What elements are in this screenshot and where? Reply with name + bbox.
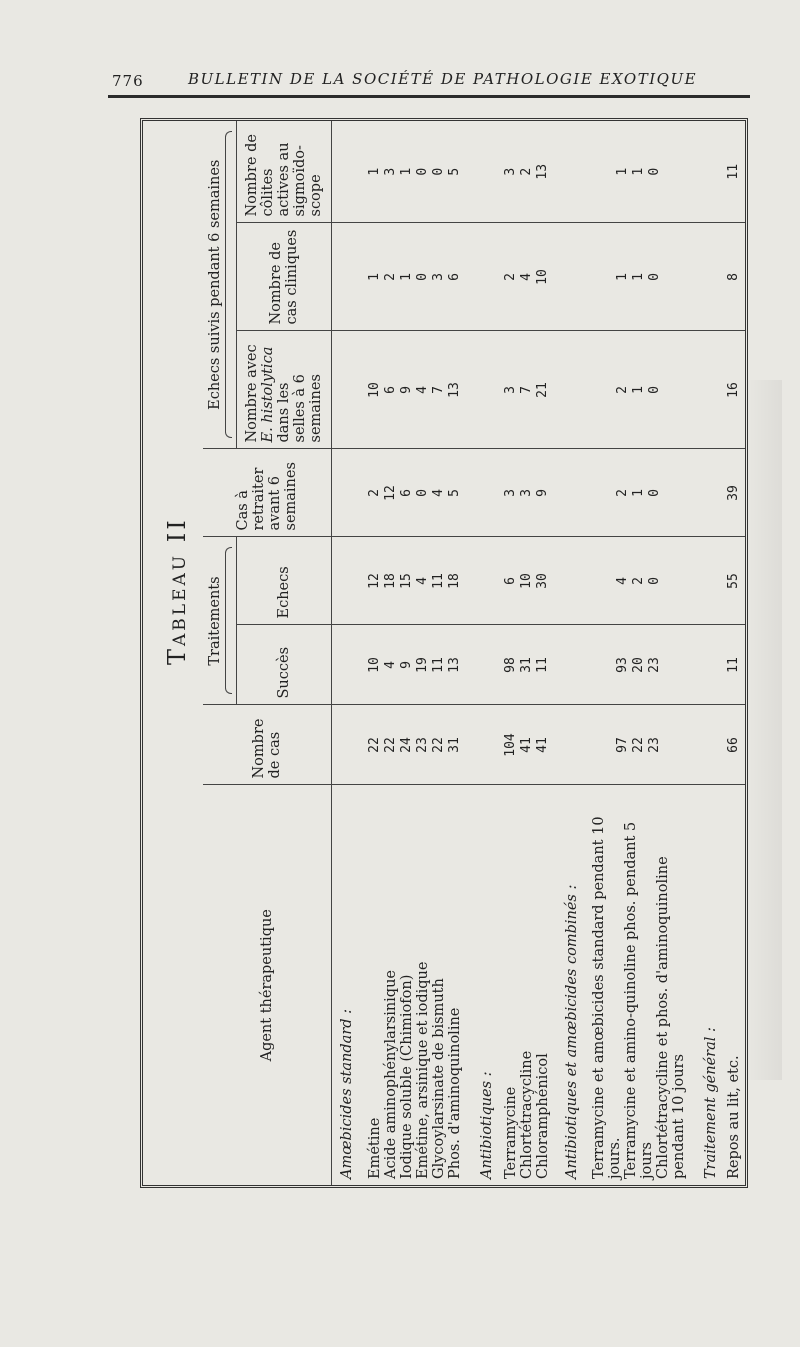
histolytica-values: 3 7 21 <box>498 331 556 449</box>
echecs-values: 6 10 30 <box>498 537 556 625</box>
brace-traitements <box>225 548 232 695</box>
group-data-row <box>722 121 745 1185</box>
running-head: BULLETIN DE LA SOCIÉTÉ DE PATHOLOGIE EXOTIQUE <box>188 70 698 88</box>
header-row-1 <box>203 121 236 1185</box>
header-suivis: Echecs suivis pendant 6 semaines <box>206 159 223 410</box>
succes-values: 93 20 23 <box>583 625 695 705</box>
cas-retraiter-values: 2 1 0 <box>583 449 695 537</box>
agent-list: Terramycine Chlortétracycline Chloramphénicol <box>503 1050 552 1179</box>
cas-retraiter-values: 3 3 9 <box>498 449 556 537</box>
results-table <box>203 121 745 1185</box>
header-echecs: Echecs <box>236 537 331 625</box>
echecs-values: 12 18 15 4 11 18 <box>359 537 471 625</box>
group-data-row <box>583 121 695 1185</box>
cliniques-values: 1 2 1 0 3 6 <box>359 223 471 331</box>
agent-list: Terramycine et amœbicides standard pendant 10 jours. Terramycine et amino-quinoline phos. pendant 5 jours Chlortétracycline et phos. d'aminoquinoline pendant 10 jours <box>591 816 688 1179</box>
group-heading: Traitement général : <box>703 1027 720 1179</box>
group-data-row <box>359 121 471 1185</box>
header-colites: Nombre de côlites actives au sigmoïdo-scope <box>236 121 331 223</box>
header-agent: Agent thérapeutique <box>203 785 331 1185</box>
table-title: Tableau II <box>163 517 191 665</box>
brace-suivis <box>225 131 232 439</box>
group-data-row <box>498 121 556 1185</box>
echecs-values: 55 <box>722 537 745 625</box>
cas-retraiter-values: 39 <box>722 449 745 537</box>
histolytica-values: 16 <box>722 331 745 449</box>
page-number: 776 <box>112 72 144 90</box>
histolytica-values: 2 1 0 <box>583 331 695 449</box>
echecs-values: 4 2 0 <box>583 537 695 625</box>
header-traitements-group <box>203 537 236 705</box>
group-heading-row <box>331 121 358 1185</box>
succes-values: 98 31 11 <box>498 625 556 705</box>
header-histolytica: Nombre avec E. histolytica dans les selles à 6 semaines <box>236 331 331 449</box>
table-body <box>331 121 745 1185</box>
colites-values: 11 <box>722 121 745 223</box>
nombre-cas-values: 66 <box>722 705 745 785</box>
nombre-cas-values: 97 22 23 <box>583 705 695 785</box>
header-nombre-cas: Nombre de cas <box>203 705 331 785</box>
header-succes: Succès <box>236 625 331 705</box>
histolytica-values: 10 6 9 4 7 13 <box>359 331 471 449</box>
colites-values: 1 3 1 0 0 5 <box>359 121 471 223</box>
cliniques-values: 1 1 0 <box>583 223 695 331</box>
group-heading: Antibiotiques : <box>478 1071 495 1179</box>
agent-list: Repos au lit, etc. <box>725 1055 742 1179</box>
table-frame <box>140 118 748 1188</box>
succes-values: 10 4 9 19 11 13 <box>359 625 471 705</box>
group-heading-row <box>556 121 583 1185</box>
group-heading: Amœbicides standard : <box>339 1008 356 1179</box>
header-cliniques: Nombre de cas cliniques <box>236 223 331 331</box>
cliniques-values: 2 4 10 <box>498 223 556 331</box>
header-traitements: Traitements <box>206 576 223 666</box>
cas-retraiter-values: 2 12 6 0 4 5 <box>359 449 471 537</box>
page-shadow <box>742 380 782 1080</box>
header-cas-retraiter: Cas à retraiter avant 6 semaines <box>203 449 331 537</box>
header-suivis-group <box>203 121 236 449</box>
nombre-cas-values: 22 22 24 23 22 31 <box>359 705 471 785</box>
group-heading-row <box>471 121 498 1185</box>
agent-list: Emétine Acide aminophénylarsinique Iodique soluble (Chimiofon) Emétine, arsinique et iodique Glycoylarsinate de bismuth Phos. d'aminoquinoline <box>367 961 464 1179</box>
succes-values: 11 <box>722 625 745 705</box>
rotated-table-area <box>143 121 745 1185</box>
nombre-cas-values: 104 41 41 <box>498 705 556 785</box>
colites-values: 1 1 0 <box>583 121 695 223</box>
group-heading-row <box>696 121 723 1185</box>
group-heading: Antibiotiques et amœbicides combinés : <box>563 884 580 1179</box>
colites-values: 3 2 13 <box>498 121 556 223</box>
header-rule <box>108 95 750 98</box>
cliniques-values: 8 <box>722 223 745 331</box>
